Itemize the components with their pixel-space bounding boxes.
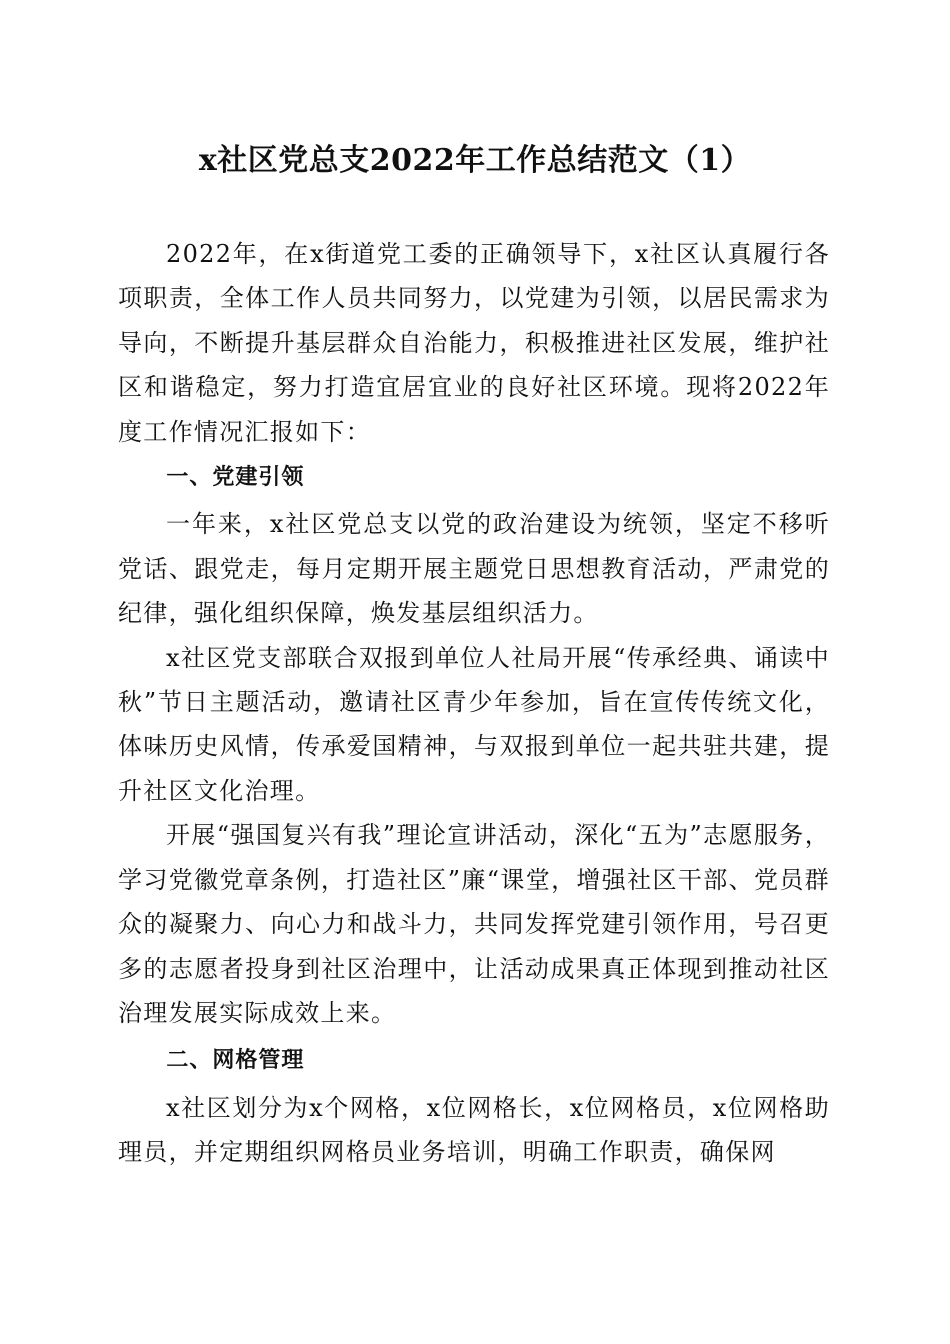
grid-management-paragraph-1: x社区划分为x个网格，x位网格长，x位网格员，x位网格助理员，并定期组织网格员业务培训，明确工作职责，确保网 (118, 1093, 830, 1167)
section-heading-party-building: 一、党建引领 (166, 465, 305, 491)
intro-paragraph: 2022年，在x街道党工委的正确领导下，x社区认真履行各项职责，全体工作人员共同努力，以党建为引领，以居民需求为导向，不断提升基层群众自治能力，积极推进社区发展，维护社区和谐稳定，努力打造宜居宜业的良好社区环境。现将2022年度工作情况汇报如下： (118, 240, 830, 446)
party-building-paragraph-1: 一年来，x社区党总支以党的政治建设为统领，坚定不移听党话、跟党走，每月定期开展主题党日思想教育活动，严肃党的纪律，强化组织保障，焕发基层组织活力。 (118, 510, 830, 628)
party-building-paragraph-2: x社区党支部联合双报到单位人社局开展“传承经典、诵读中秋”节日主题活动，邀请社区青少年参加，旨在宣传传统文化，体味历史风情，传承爱国精神，与双报到单位一起共驻共建，提升社区文化治理。 (118, 643, 830, 805)
document-body (118, 232, 830, 1175)
document-title: x社区党总支2022年工作总结范文（1） (198, 143, 752, 178)
section-heading-grid-management: 二、网格管理 (166, 1048, 305, 1074)
party-building-paragraph-3: 开展“强国复兴有我”理论宣讲活动，深化“五为”志愿服务，学习党徽党章条例，打造社区”廉“课堂，增强社区干部、党员群众的凝聚力、向心力和战斗力，共同发挥党建引领作用，号召更多的志愿者投身到社区治理中，让活动成果真正体现到推动社区治理发展实际成效上来。 (118, 821, 830, 1027)
